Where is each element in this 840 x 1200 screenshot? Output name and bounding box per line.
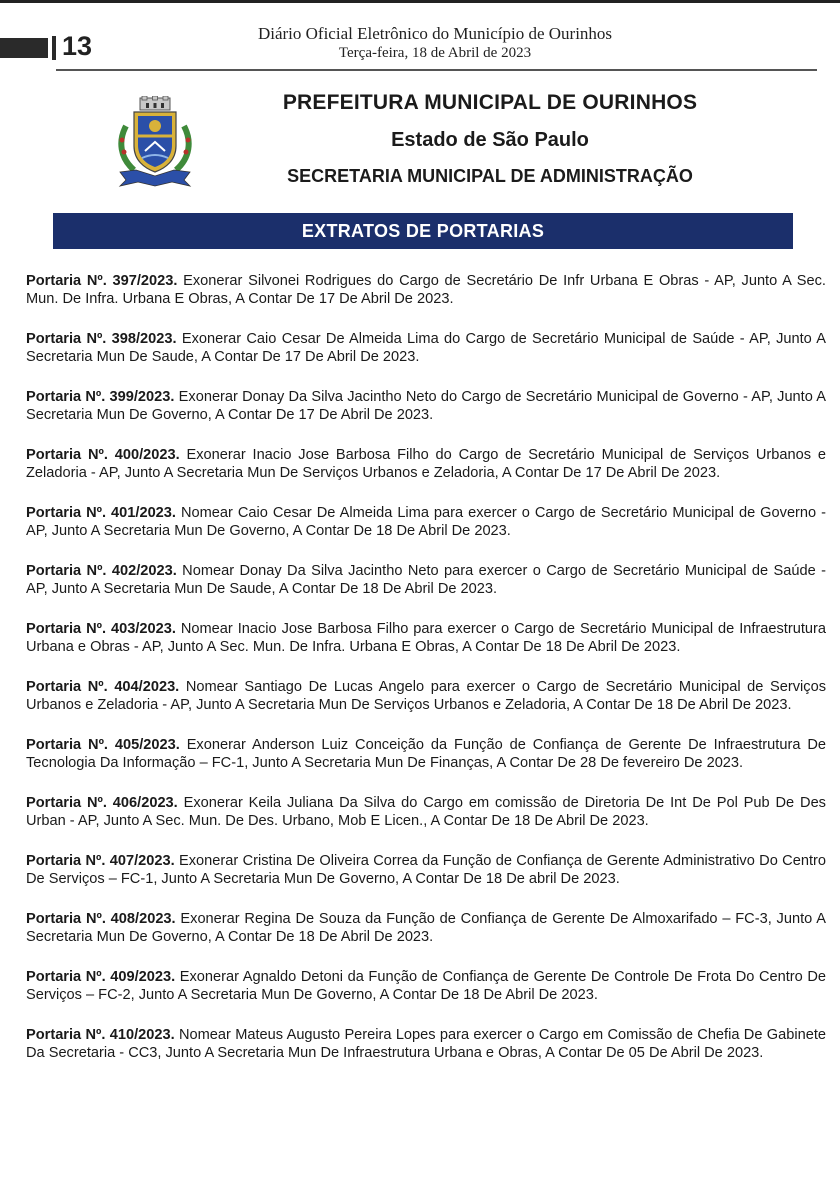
page-number-bar — [0, 38, 48, 58]
header-rule — [56, 69, 817, 71]
portaria-number: Portaria Nº. 408/2023. — [26, 911, 176, 927]
portaria-number: Portaria Nº. 398/2023. — [26, 331, 177, 347]
portaria-entry — [26, 852, 826, 888]
portaria-text: Exonerar Cristina De Oliveira Correa da Função de Confiança de Gerente Administrativo Do Centro De Serviços – FC-1, Junto A Secretaria Mun De Governo, A Contar De 18 De abril De 2023. — [26, 853, 826, 887]
portaria-entry — [26, 736, 826, 772]
portaria-text: Exonerar Donay Da Silva Jacintho Neto do Cargo de Secretário Municipal de Governo - AP, Junto A Secretaria Mun De Governo, A Contar De 17 De Abril De 2023. — [26, 389, 826, 423]
portaria-text: Exonerar Regina De Souza da Função de Confiança de Gerente De Almoxarifado – FC-3, Junto A Secretaria Mun De Governo, A Contar De 18 De Abril De 2023. — [26, 911, 826, 945]
portaria-number: Portaria Nº. 399/2023. — [26, 389, 175, 405]
secretaria-title: SECRETARIA MUNICIPAL DE ADMINISTRAÇÃO — [287, 166, 693, 186]
portaria-entry — [26, 562, 826, 598]
portaria-text: Nomear Donay Da Silva Jacintho Neto para exercer o Cargo de Secretário Municipal de Saúde - AP, Junto A Secretaria Mun De Saude, A Contar De 18 De Abril De 2023. — [26, 563, 826, 597]
portaria-text: Nomear Santiago De Lucas Angelo para exercer o Cargo de Secretário Municipal de Serviços Urbanos e Zeladoria - AP, Junto A Secretaria Mun De Serviços Urbanos e Zeladoria, A Contar De 18 De Abril De 2023. — [26, 679, 826, 713]
portaria-entry — [26, 1026, 826, 1062]
top-border — [0, 0, 840, 3]
journal-title: Diário Oficial Eletrônico do Município de Ourinhos — [257, 24, 613, 43]
portaria-entry — [26, 388, 826, 424]
journal-date: Terça-feira, 18 de Abril de 2023 — [338, 45, 532, 61]
portaria-number: Portaria Nº. 400/2023. — [26, 447, 180, 463]
portaria-number: Portaria Nº. 407/2023. — [26, 853, 175, 869]
portaria-number: Portaria Nº. 405/2023. — [26, 737, 180, 753]
portaria-text: Nomear Inacio Jose Barbosa Filho para exercer o Cargo de Secretário Municipal de Infraestrutura Urbana e Obras - AP, Junto A Sec. Mun. De Infra. Urbana E Obras, A Contar De 18 De Abril De 2023. — [26, 621, 826, 655]
municipal-coat-of-arms-icon — [112, 96, 198, 188]
portaria-entry — [26, 794, 826, 830]
portaria-entry — [26, 272, 826, 308]
page-number-separator — [52, 36, 56, 60]
portaria-number: Portaria Nº. 409/2023. — [26, 969, 176, 985]
portaria-number: Portaria Nº. 401/2023. — [26, 505, 176, 521]
portaria-number: Portaria Nº. 402/2023. — [26, 563, 177, 579]
organization-heading — [200, 90, 780, 188]
portaria-text: Exonerar Caio Cesar De Almeida Lima do Cargo de Secretário Municipal de Saúde - AP, Junto A Secretaria Mun De Saude, A Contar De 17 De Abril De 2023. — [26, 331, 826, 365]
portaria-entry — [26, 330, 826, 366]
portaria-text: Exonerar Agnaldo Detoni da Função de Confiança de Gerente De Controle De Frota Do Centro De Serviços – FC-2, Junto A Secretaria Mun De Governo, A Contar De 18 De Abril De 2023. — [26, 969, 826, 1003]
portaria-text: Exonerar Anderson Luiz Conceição da Função de Confiança de Gerente De Infraestrutura De Tecnologia Da Informação – FC-1, Junto A Secretaria Mun De Finanças, A Contar De 28 De fevereiro De 2023. — [26, 737, 826, 771]
portaria-number: Portaria Nº. 397/2023. — [26, 273, 178, 289]
portaria-number: Portaria Nº. 403/2023. — [26, 621, 176, 637]
portaria-text: Nomear Mateus Augusto Pereira Lopes para exercer o Cargo em Comissão de Chefia De Gabinete Da Secretaria - CC3, Junto A Secretaria Mun De Infraestrutura Urbana e Obras, A Contar De 05 De Abril De 2023. — [26, 1027, 826, 1061]
portaria-entry — [26, 446, 826, 482]
page-number: 13 — [62, 31, 93, 61]
portaria-number: Portaria Nº. 404/2023. — [26, 679, 180, 695]
portaria-entry — [26, 678, 826, 714]
state-title: Estado de São Paulo — [391, 129, 589, 151]
portaria-entry — [26, 620, 826, 656]
portaria-number: Portaria Nº. 406/2023. — [26, 795, 178, 811]
portaria-text: Nomear Caio Cesar De Almeida Lima para exercer o Cargo de Secretário Municipal de Governo - AP, Junto A Secretaria Mun De Governo, A Contar De 18 De Abril De 2023. — [26, 505, 826, 539]
prefeitura-title: PREFEITURA MUNICIPAL DE OURINHOS — [282, 91, 698, 114]
portaria-text: Exonerar Silvonei Rodrigues do Cargo de Secretário De Infr Urbana E Obras - AP, Junto A Sec. Mun. De Infra. Urbana E Obras, A Contar De 17 De Abril De 2023. — [26, 273, 826, 307]
portaria-entry — [26, 504, 826, 540]
portaria-number: Portaria Nº. 410/2023. — [26, 1027, 175, 1043]
journal-header — [200, 24, 670, 62]
section-banner: EXTRATOS DE PORTARIAS — [53, 213, 793, 249]
portaria-text: Exonerar Keila Juliana Da Silva do Cargo em comissão de Diretoria De Int De Pol Pub De Des Urban - AP, Junto A Sec. Mun. De Des. Urbano, Mob E Licen., A Contar De 18 De Abril De 2023. — [26, 795, 826, 829]
portaria-text: Exonerar Inacio Jose Barbosa Filho do Cargo de Secretário Municipal de Serviços Urbanos e Zeladoria - AP, Junto A Secretaria Mun De Serviços Urbanos e Zeladoria, A Contar De 17 De Abril De 2023. — [26, 447, 826, 481]
portaria-entry — [26, 968, 826, 1004]
portaria-entry — [26, 910, 826, 946]
portarias-list — [26, 272, 826, 1062]
